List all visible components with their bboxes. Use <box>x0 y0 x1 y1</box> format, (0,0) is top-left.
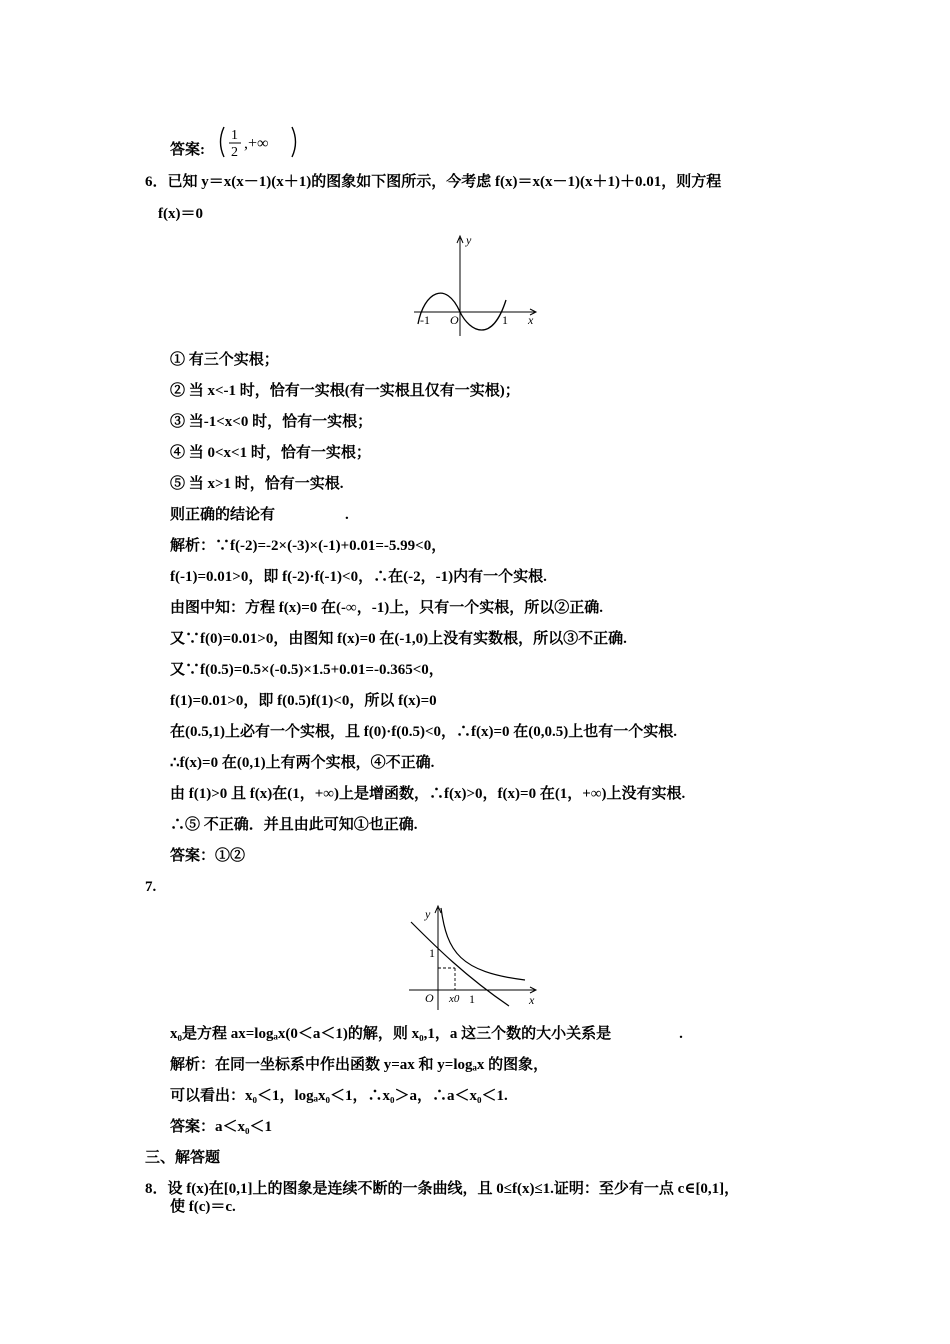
q7-stem-text: x₀是方程 ax=logₐx(0＜a＜1)的解，则 x₀,1，a 这三个数的大小关系是 <box>170 1026 612 1042</box>
q6-answer: 答案：①② <box>170 848 246 864</box>
q7-graph <box>405 902 545 1014</box>
q7-stem <box>170 1024 683 1044</box>
answer-5-numerator: 1 <box>231 128 238 143</box>
q6-graph-neg1: -1 <box>420 313 430 327</box>
answer-5-tail: ,+∞ <box>244 135 269 152</box>
q8-stem-line1: 8．设 f(x)在[0,1]上的图象是连续不断的一条曲线，且 0≤f(x)≤1.证明：至少有一点 c∈[0,1]， <box>145 1181 740 1197</box>
q7-graph-x-label: x <box>529 993 535 1007</box>
q6-solution-line8: ∴f(x)=0 在(0,1)上有两个实根，④不正确. <box>170 755 435 771</box>
q7-exp-curve <box>441 908 525 980</box>
q6-solution-line2: f(-1)=0.01>0，即 f(-2)·f(-1)<0，∴在(-2，-1)内有一个实根. <box>170 569 547 585</box>
q6-graph-origin: O <box>450 313 459 327</box>
q7-graph-y-label: y <box>425 907 431 921</box>
q6-option-1: ① 有三个实根； <box>170 352 279 368</box>
answer-5-label: 答案: <box>170 142 205 158</box>
q6-stem-line1: 6．已知 y＝x(x－1)(x＋1)的图象如下图所示，今考虑 f(x)＝x(x－1)(x＋1)＋0.01，则方程 <box>145 174 722 190</box>
q6-solution-line7: 在(0.5,1)上必有一个实根，且 f(0)·f(0.5)<0，∴f(x)=0 在(0,0.5)上也有一个实根. <box>170 724 678 740</box>
q7-graph-x0: x0 <box>449 993 460 1005</box>
q6-graph-pos1: 1 <box>502 313 508 327</box>
answer-5 <box>170 140 205 160</box>
q6-solution-line4: 又∵f(0)=0.01>0，由图知 f(x)=0 在(-1,0)上没有实数根，所以③不正确. <box>170 631 627 647</box>
q6-solution-line9: 由 f(1)>0 且 f(x)在(1，+∞)上是增函数，∴f(x)>0，f(x)=0 在(1，+∞)上没有实根. <box>170 786 686 802</box>
q6-prompt-end: . <box>345 507 349 523</box>
q6-prompt-text: 则正确的结论有 <box>170 507 276 523</box>
q6-option-2: ② 当 x<-1 时，恰有一实根(有一实根且仅有一实根)； <box>170 383 520 399</box>
q6-cubic-graph <box>410 232 540 340</box>
q6-graph-x-label: x <box>528 313 534 327</box>
q8-stem-line2: 使 f(c)＝c. <box>170 1199 236 1215</box>
q6-solution-line6: f(1)=0.01>0，即 f(0.5)f(1)<0，所以 f(x)=0 <box>170 693 437 709</box>
q7-answer: 答案：a＜x₀＜1 <box>170 1119 272 1135</box>
q6-option-4: ④ 当 0<x<1 时，恰有一实根； <box>170 445 371 461</box>
q7-number: 7. <box>145 879 157 895</box>
q7-graph-one-x: 1 <box>469 992 475 1006</box>
q7-graph-one-y: 1 <box>429 946 435 960</box>
q7-graph-origin: O <box>425 991 434 1005</box>
q6-option-3: ③ 当-1<x<0 时，恰有一实根； <box>170 414 373 430</box>
q7-solution-line2: 可以看出：x₀＜1，logₐx₀＜1，∴x₀＞a，∴a＜x₀＜1. <box>170 1088 508 1104</box>
q7-stem-end: . <box>679 1026 683 1042</box>
q7-solution-line1: 解析：在同一坐标系中作出函数 y=ax 和 y=logₐx 的图象， <box>170 1057 549 1073</box>
section-3-heading: 三、解答题 <box>145 1150 221 1166</box>
answer-5-interval <box>214 124 304 160</box>
q6-solution-line3: 由图中知：方程 f(x)=0 在(-∞，-1)上，只有一个实根，所以②正确. <box>170 600 603 616</box>
q6-option-5: ⑤ 当 x>1 时，恰有一实根. <box>170 476 344 492</box>
q6-stem-line2: f(x)＝0 <box>158 206 203 222</box>
q6-graph-y-label: y <box>466 233 472 247</box>
q6-prompt <box>170 505 349 525</box>
q6-solution-line10: ∴⑤ 不正确．并且由此可知①也正确. <box>170 817 418 833</box>
q6-solution-line1: 解析：∵f(-2)=-2×(-3)×(-1)+0.01=-5.99<0， <box>170 538 447 554</box>
q6-solution-line5: 又∵f(0.5)=0.5×(-0.5)×1.5+0.01=-0.365<0， <box>170 662 444 678</box>
answer-5-denominator: 2 <box>231 145 238 160</box>
